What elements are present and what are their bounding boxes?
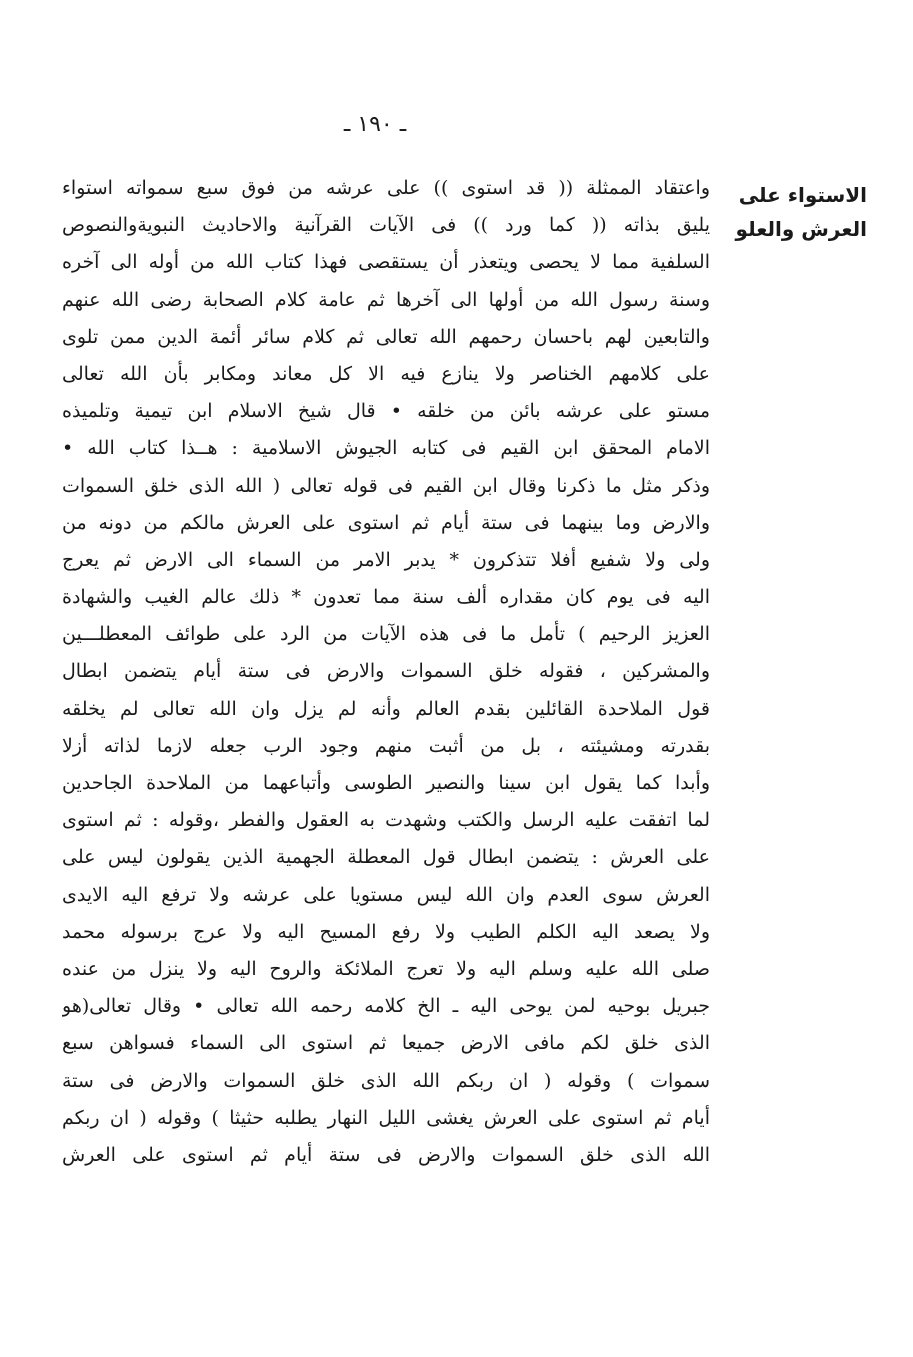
text-line: لما اتفقت عليه الرسل والكتب وشهدت به العقول والفطر ،وقوله : ثم استوى	[62, 809, 710, 832]
text-line: الله الذى خلق السموات والارض فى ستة أيام ثم استوى على العرش	[62, 1143, 710, 1166]
margin-heading	[735, 178, 867, 246]
text-line: واعتقاد الممثلة (( قد استوى )) على عرشه من فوق سبع سمواته استواء	[62, 177, 710, 199]
text-line: الذى خلق لكم مافى الارض جميعا ثم استوى الى السماء فسواهن سبع	[62, 1032, 710, 1055]
margin-heading-line-2: العرش والعلو	[735, 217, 867, 241]
text-line: والارض وما بينهما فى ستة أيام ثم استوى على العرش مالكم من دونه من	[62, 511, 710, 534]
margin-heading-line-1: الاستواء على	[738, 183, 867, 207]
body-text	[62, 170, 710, 1174]
page-number: ـ ١٩٠ ـ	[343, 112, 407, 137]
text-line: أيام ثم استوى على العرش يغشى الليل النهار يطلبه حثيثا ) وقوله ( ان ربكم	[62, 1106, 710, 1129]
text-line: صلى الله عليه وسلم اليه ولا تعرج الملائكة والروح اليه ولا ينزل من عنده	[62, 957, 710, 980]
text-line: ولا يصعد اليه الكلم الطيب ولا رفع المسيح اليه ولا عرج برسوله محمد	[62, 920, 710, 943]
text-line: مستو على عرشه بائن من خلقه • قال شيخ الاسلام ابن تيمية وتلميذه	[62, 400, 710, 423]
text-line: السلفية مما لا يحصى ويتعذر أن يستقصى فهذا كتاب الله من أوله الى آخره	[62, 251, 710, 274]
text-line: الامام المحقق ابن القيم فى كتابه الجيوش الاسلامية : هــذا كتاب الله •	[62, 437, 710, 460]
text-line: قول الملاحدة القائلين بقدم العالم وأنه لم يزل وان الله تعالى لم يخلقه	[62, 697, 710, 720]
text-line: والتابعين لهم باحسان رحمهم الله تعالى ثم كلام سائر أئمة الدين ممن تلوى	[62, 325, 710, 348]
text-line: سموات ) وقوله ( ان ربكم الله الذى خلق السموات والارض فى ستة	[62, 1069, 710, 1092]
text-line: والمشركين ، فقوله خلق السموات والارض فى ستة أيام يتضمن ابطال	[62, 660, 710, 683]
text-line: يليق بذاته (( كما ورد )) فى الآيات القرآنية والاحاديث النبويةوالنصوص	[62, 214, 710, 237]
text-line: على العرش : يتضمن ابطال قول المعطلة الجهمية الذين يقولون ليس على	[62, 846, 710, 869]
text-line: جبريل بوحيه لمن يوحى اليه ـ الخ كلامه رحمه الله تعالى • وقال تعالى(هو	[62, 995, 710, 1018]
text-line: وذكر مثل ما ذكرنا وقال ابن القيم فى قوله تعالى ( الله الذى خلق السموات	[62, 474, 710, 497]
text-line: ولى ولا شفيع أفلا تتذكرون * يدبر الامر من السماء الى الارض ثم يعرج	[62, 548, 710, 571]
text-line: على كلامهم الخناصر ولا ينازع فيه الا كل معاند ومكابر بأن الله تعالى	[62, 362, 710, 385]
text-line: العرش سوى العدم وان الله ليس مستويا على عرشه ولا ترفع اليه الايدى	[62, 883, 710, 906]
text-line: اليه فى يوم كان مقداره ألف سنة مما تعدون * ذلك عالم الغيب والشهادة	[62, 586, 710, 609]
text-line: بقدرته ومشيئته ، بل من أثبت منهم وجود الرب جعله لازما لذاته أزلا	[62, 734, 710, 757]
text-line: العزيز الرحيم ) تأمل ما فى هذه الآيات من الرد على طوائف المعطلـــين	[62, 623, 710, 646]
text-line: وأبدا كما يقول ابن سينا والنصير الطوسى وأتباعهما من الملاحدة الجاحدين	[62, 772, 710, 794]
text-line: وسنة رسول الله من أولها الى آخرها ثم عامة كلام الصحابة رضى الله عنهم	[62, 288, 710, 311]
